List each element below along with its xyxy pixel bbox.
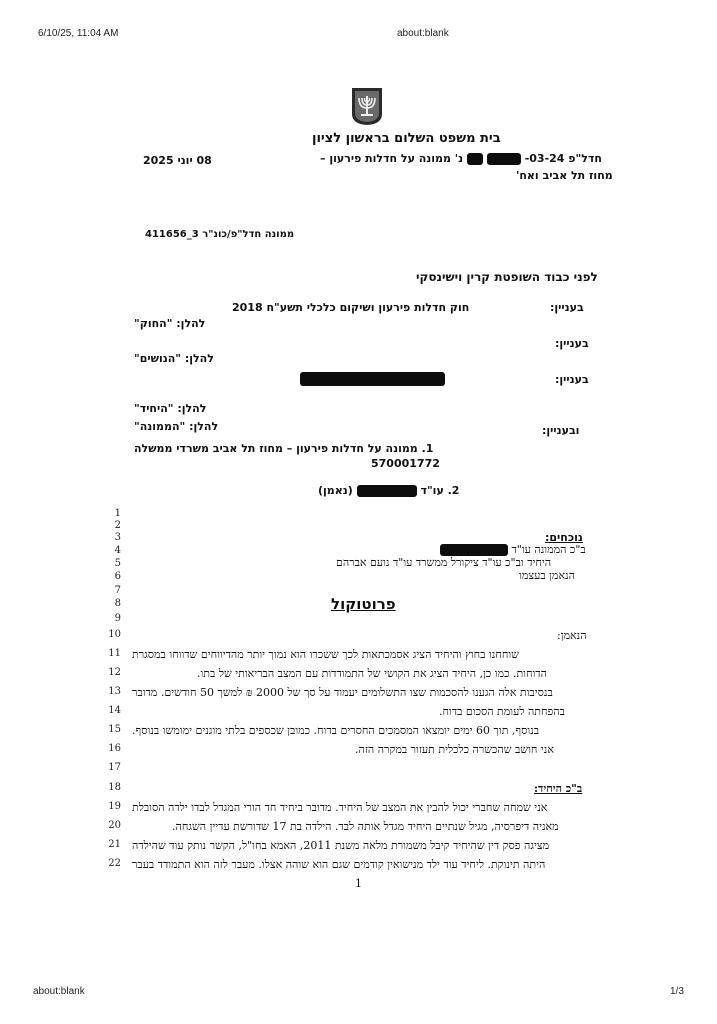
alias-creditors: להלן: "הנושים": [134, 352, 214, 365]
individual-counsel-label: ב"כ היחיד:: [534, 782, 583, 795]
line-number: 14: [108, 705, 121, 716]
body-line-20: מאניה דיפרסיה, מגיל שנתיים היחיד מגדל אותה לבד. הילדה בת 17 שדורשת עדיין השגחה.: [172, 820, 559, 833]
line-number: 10: [108, 629, 121, 640]
body-line-14: בהפחתה לעומת הסכום בדוח.: [439, 705, 565, 718]
redaction-block: [300, 372, 445, 386]
print-datetime: 6/10/25, 11:04 AM: [38, 28, 119, 39]
line-number: 19: [108, 801, 121, 812]
body-line-13: בנסיבות אלה הגענו להסכמות שצו התשלומים יעמוד על סך של 2000 ₪ למשך 50 חודשים. מדובר: [132, 686, 553, 699]
present-title: נוכחים:: [545, 531, 583, 544]
case-number-line: [320, 152, 602, 165]
line-number: 20: [108, 820, 121, 831]
party-2-prefix: 2. עו"ד: [420, 484, 460, 497]
matter-text-law: חוק חדלות פירעון ושיקום כלכלי תשע"ח 2018: [232, 301, 470, 314]
line-number: 12: [108, 667, 121, 678]
hearing-date: 08 יוני 2025: [143, 154, 212, 167]
case-number-prefix: -03-24: [524, 152, 565, 165]
official-reference: ממונה חדל"פ/כונ"ר 3_411656: [145, 229, 295, 240]
line-number: 22: [108, 858, 121, 869]
matter-label: בעניין:: [550, 301, 584, 314]
redaction-block: [487, 153, 521, 165]
party-2-role: (נאמן): [318, 484, 353, 497]
line-number: 3: [114, 532, 121, 543]
body-line-12: הדוחות. כמו כן, היחיד הציג את הקושי של התמודדות עם המצב הבריאותי של בתו.: [197, 667, 547, 680]
present-line-2: היחיד וב"כ עו"ד ציקורל ממשרד עו"ד נועם אברהם: [336, 556, 552, 569]
body-line-22: היתה תינוקת. ליחיד עוד ילד מנישואין קודמים שגם הוא שוהה אצלו. מעבר לזה הוא התמודד בעבר: [132, 858, 546, 871]
redaction-block: [440, 544, 508, 556]
page-url: about:blank: [397, 28, 449, 39]
line-number: 8: [114, 598, 121, 609]
line-number: 16: [108, 743, 121, 754]
matter-label: בעניין:: [555, 373, 589, 386]
line-number: 13: [108, 686, 121, 697]
present-line-1: [440, 543, 586, 556]
line-number: 2: [114, 520, 121, 531]
case-suffix: נ' ממונה על חדלות פירעון –: [320, 152, 464, 165]
alias-trustee: להלן: "הממונה": [134, 420, 219, 433]
body-line-11: שוחחנו בחוץ והיחיד הציג אסמכתאות לכך ששכרו הוא נמוך יותר מהדיווחים שדווחו במסגרת: [132, 648, 519, 661]
footer-url: about:blank: [33, 986, 85, 997]
line-number: 15: [108, 724, 121, 735]
page-number: 1: [355, 877, 362, 890]
line-number: 7: [114, 585, 121, 596]
party-1: 1. ממונה על חדלות פירעון – מחוז תל אביב משרדי ממשלה: [134, 442, 434, 455]
body-line-19: אני שמחה שחברי יכול להבין את המצב של היחיד. מדובר ביחיד חד הורי המגדל לבדו ילדה הסובלת: [132, 801, 548, 814]
redaction-block: [467, 153, 483, 165]
body-line-15: בנוסף, תוך 60 ימים יומצאו המסמכים החסרים בדוח. כמובן שכספים בלתי מוגנים ימומשו בנוסף.: [132, 724, 540, 737]
line-number: 21: [108, 839, 121, 850]
line-number: 6: [114, 571, 121, 582]
case-type: חדל"פ: [568, 152, 602, 165]
court-name: בית משפט השלום בראשון לציון: [312, 131, 501, 146]
trustee-label: הנאמן:: [557, 629, 587, 642]
body-line-16: אני חושב שהכשרה כלכלית תעזור במקרה הזה.: [355, 743, 554, 756]
case-line-2: מחוז תל אביב ואח': [516, 169, 613, 182]
redaction-block: [357, 485, 417, 497]
line-number: 17: [108, 762, 121, 773]
judge-line: לפני כבוד השופטת קרין וישינסקי: [416, 270, 598, 284]
state-emblem-icon: [349, 86, 385, 126]
body-line-21: מציגה פסק דין שהיחיד קיבל משמורת מלאה משנת 2011, האמא בחו"ל, הקשר נותק עוד שהילדה: [132, 839, 550, 852]
party-1-id: 570001772: [371, 457, 440, 470]
protocol-title: פרוטוקול: [331, 595, 396, 613]
line-number: 4: [114, 545, 121, 556]
alias-individual: להלן: "היחיד": [134, 402, 207, 415]
line-number: 18: [108, 782, 121, 793]
present-official-counsel: ב"כ הממונה עו"ד: [511, 543, 586, 556]
matter-label: בעניין:: [555, 337, 589, 350]
alias-law: להלן: "החוק": [134, 317, 206, 330]
matter-label: ובעניין:: [542, 424, 580, 437]
line-number: 1: [114, 508, 121, 519]
line-number: 5: [114, 558, 121, 569]
line-number: 9: [114, 613, 121, 624]
present-line-3: הנאמן בעצמו: [519, 569, 575, 582]
party-2: [318, 484, 459, 497]
page-count: 1/3: [670, 986, 684, 997]
line-number: 11: [108, 648, 121, 659]
